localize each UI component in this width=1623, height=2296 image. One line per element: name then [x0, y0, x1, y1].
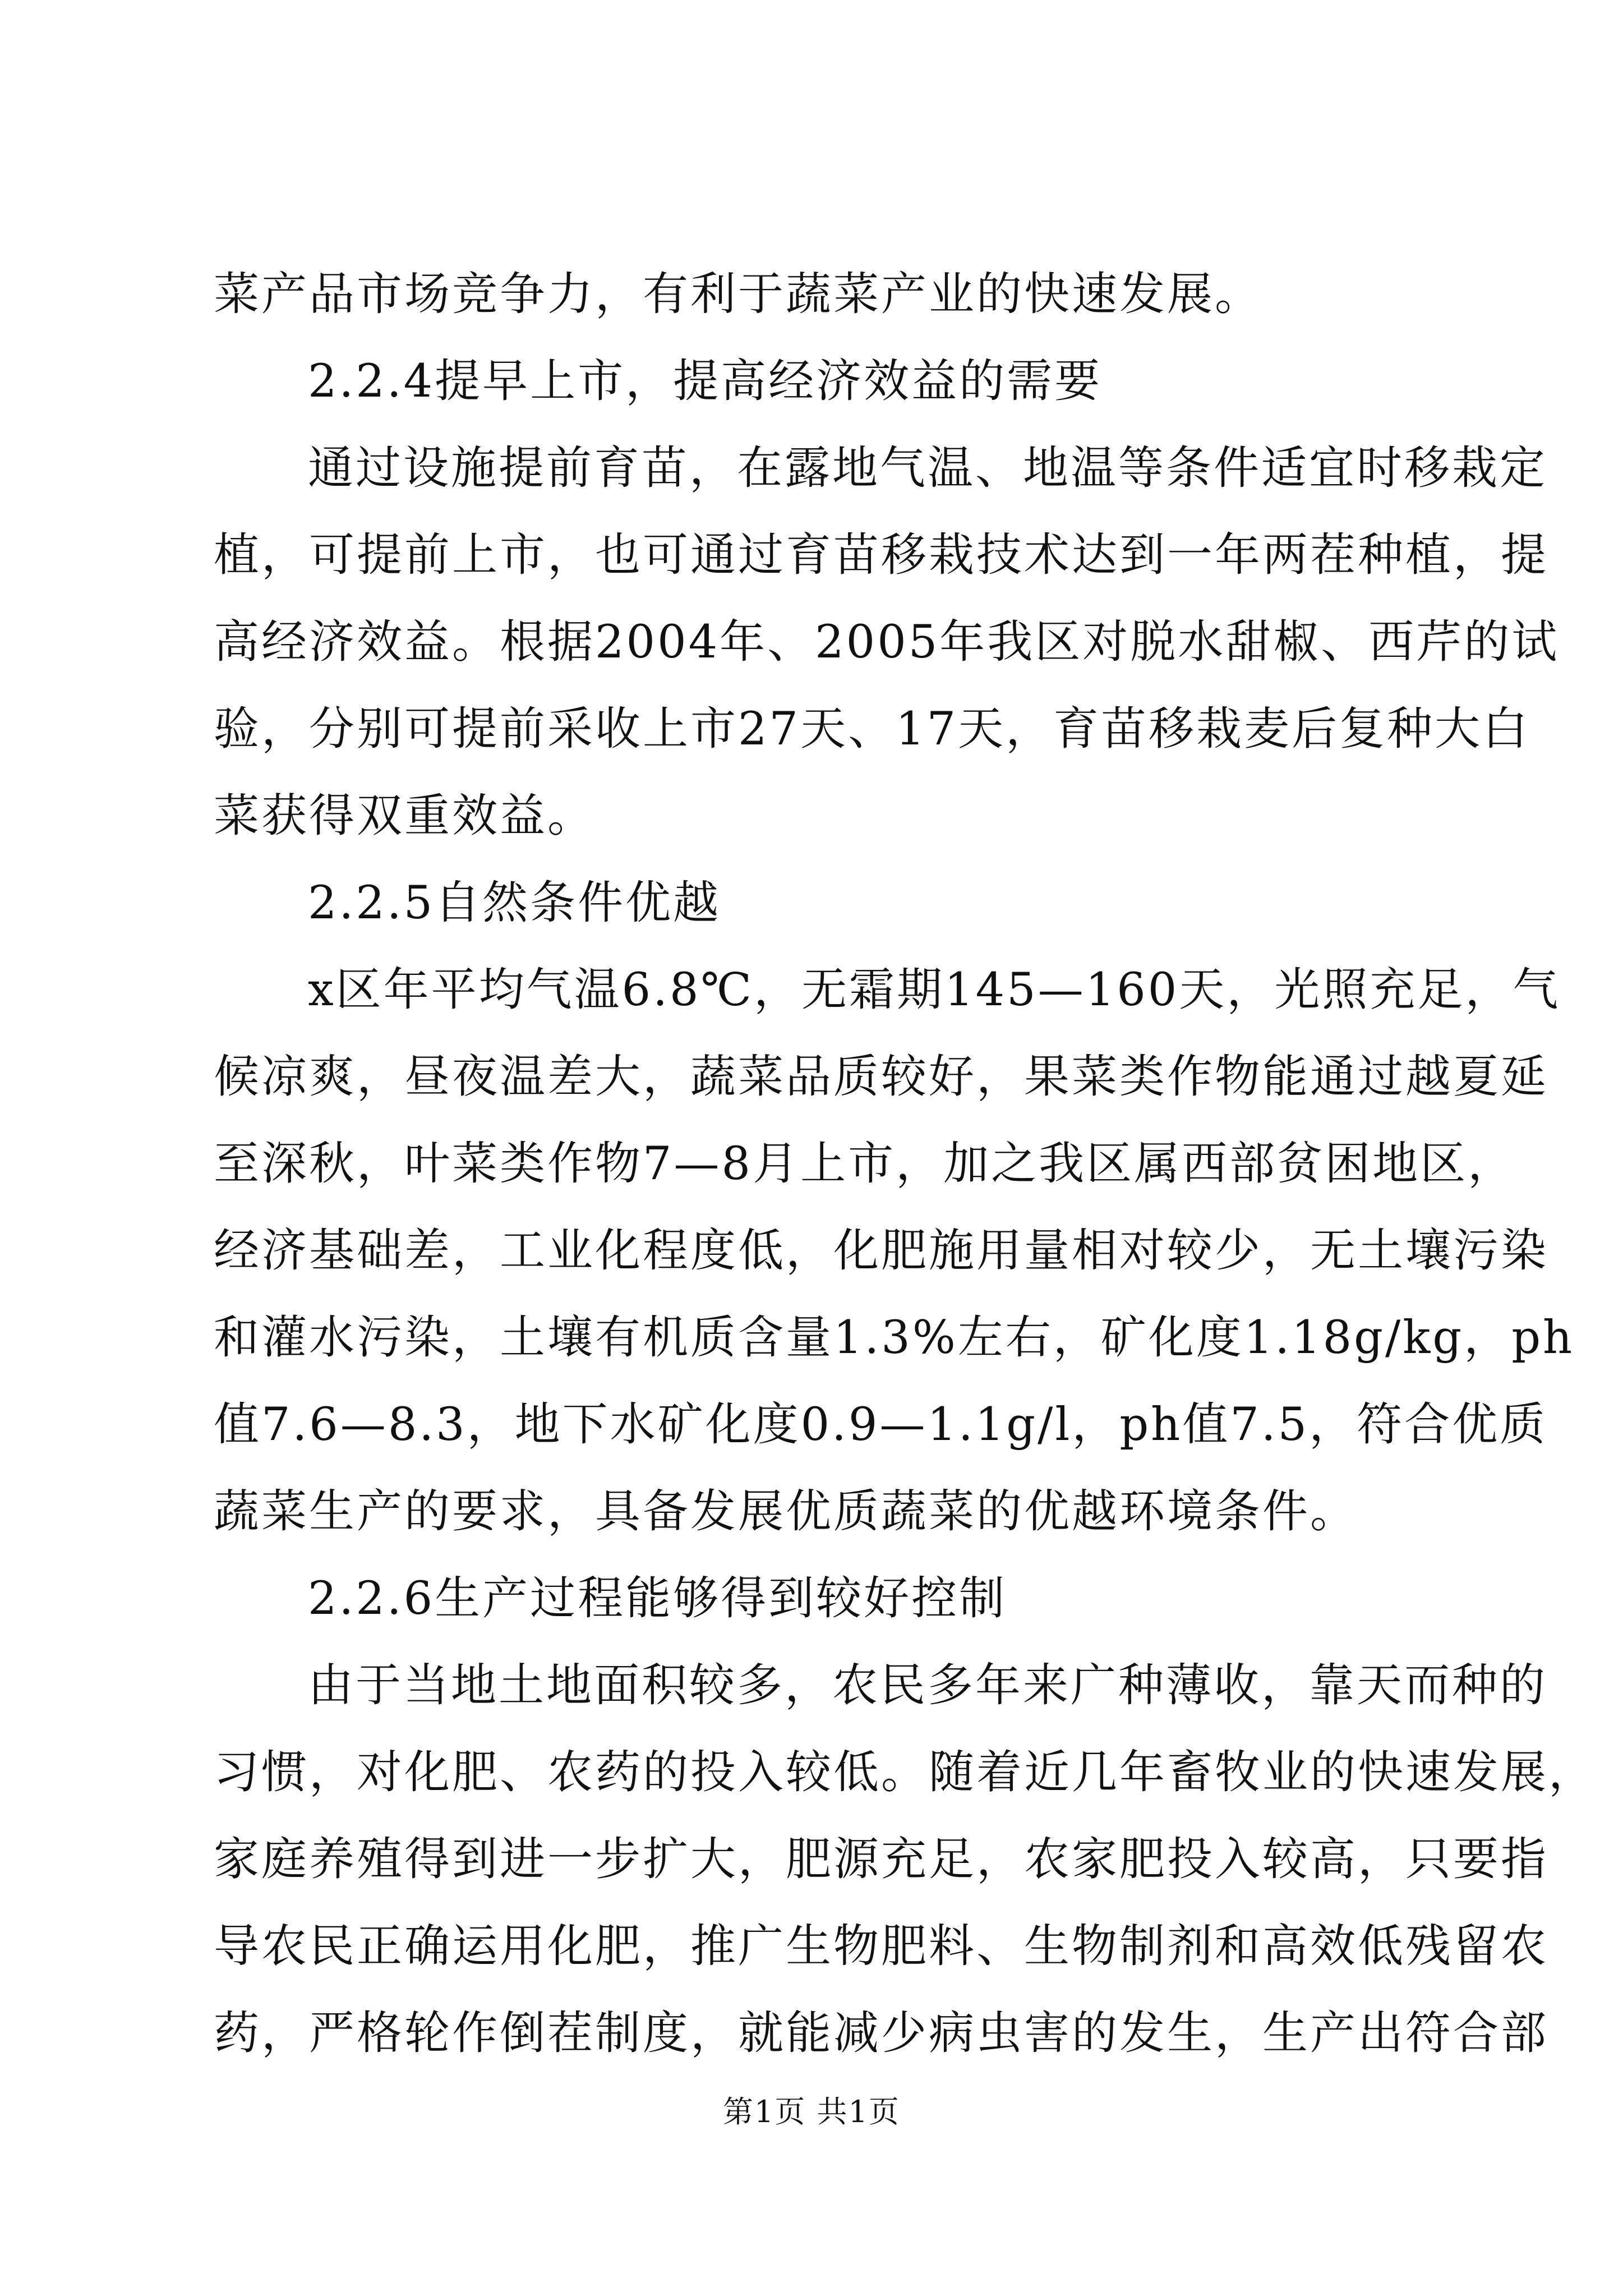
paragraph-line: 值7.6—8.3，地下水矿化度0.9—1.1g/l，ph值7.5，符合优质 [214, 1398, 1548, 1451]
paragraph-line: 植，可提前上市，也可通过育苗移栽技术达到一年两茬种植，提 [214, 529, 1549, 582]
paragraph-line: 家庭养殖得到进一步扩大，肥源充足，农家肥投入较高，只要指 [214, 1833, 1549, 1886]
paragraph-line: 验，分别可提前采收上市27天、17天，育苗移栽麦后复种大白 [214, 703, 1530, 756]
section-heading: 2.2.5自然条件优越 [308, 877, 721, 930]
paragraph-line: 菜获得双重效益。 [214, 790, 596, 843]
paragraph-line: 候凉爽，昼夜温差大，蔬菜品质较好，果菜类作物能通过越夏延 [214, 1051, 1549, 1103]
paragraph-line: 和灌水污染，土壤有机质含量1.3%左右，矿化度1.18g/kg，ph [214, 1312, 1575, 1364]
paragraph-line: 经济基础差，工业化程度低，化肥施用量相对较少，无土壤污染 [214, 1225, 1549, 1277]
paragraph-line: 蔬菜生产的要求，具备发展优质蔬菜的优越环境条件。 [214, 1485, 1358, 1538]
paragraph-line: 由于当地土地面积较多，农民多年来广种薄收，靠天而种的 [308, 1659, 1548, 1712]
section-heading: 2.2.6生产过程能够得到较好控制 [308, 1572, 1007, 1625]
paragraph-line: 至深秋，叶菜类作物7—8月上市，加之我区属西部贫困地区， [214, 1138, 1516, 1190]
paragraph-line: 习惯，对化肥、农药的投入较低。随着近几年畜牧业的快速发展， [214, 1746, 1597, 1799]
paragraph-line: 通过设施提前育苗，在露地气温、地温等条件适宜时移栽定 [308, 442, 1548, 495]
paragraph-line: 导农民正确运用化肥，推广生物肥料、生物制剂和高效低残留农 [214, 1920, 1549, 1973]
document-body [214, 251, 1597, 2077]
page-footer: 第1页 共1页 [723, 2094, 900, 2129]
paragraph-line: x区年平均气温6.8℃，无霜期145—160天，光照充足，气 [308, 964, 1561, 1016]
section-heading: 2.2.4提早上市，提高经济效益的需要 [308, 355, 1103, 408]
paragraph-line: 药，严格轮作倒茬制度，就能减少病虫害的发生，生产出符合部 [214, 2007, 1549, 2060]
paragraph-line: 高经济效益。根据2004年、2005年我区对脱水甜椒、西芹的试 [214, 616, 1560, 669]
paragraph-line: 菜产品市场竞争力，有利于蔬菜产业的快速发展。 [214, 268, 1263, 321]
